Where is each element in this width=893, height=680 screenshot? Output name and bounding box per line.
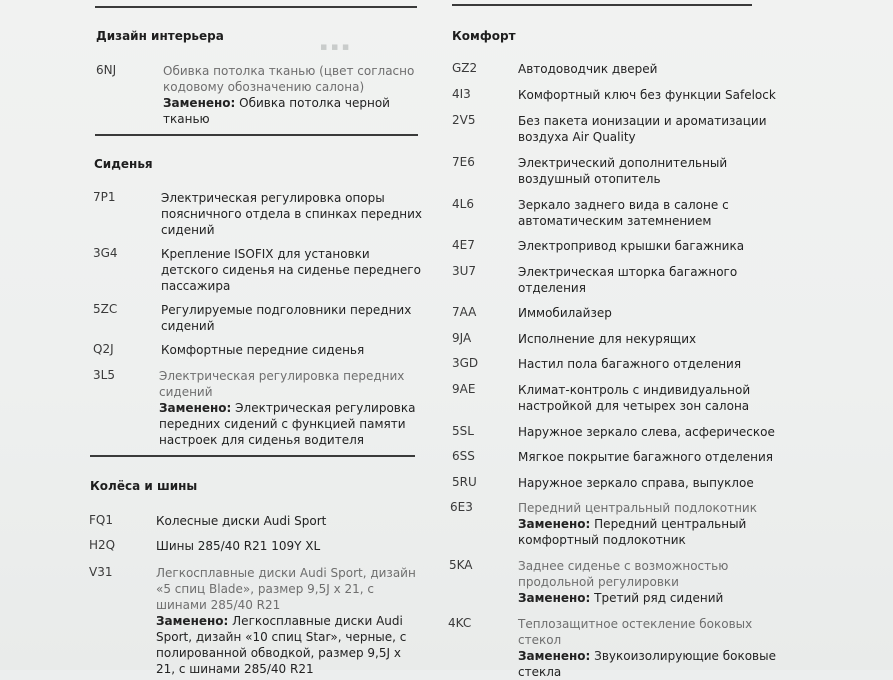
option-code: H2Q — [89, 538, 116, 552]
top-rule-left — [95, 6, 417, 8]
option-description — [518, 264, 780, 296]
option-code: GZ2 — [452, 61, 478, 75]
replacement-text — [518, 648, 780, 680]
option-text: Крепление ISOFIX для установки детского сиденья на сиденье переднего пассажира — [161, 247, 421, 293]
option-code: 6SS — [452, 449, 475, 463]
option-description — [518, 616, 780, 680]
option-description — [156, 538, 418, 554]
option-description — [159, 368, 421, 448]
option-code: 4E7 — [452, 238, 475, 252]
option-description — [518, 61, 780, 77]
option-code: 4L6 — [452, 197, 474, 211]
option-text: Настил пола багажного отделения — [518, 357, 742, 371]
option-code: 7P1 — [93, 190, 116, 204]
option-description — [518, 382, 780, 414]
option-text: Зеркало заднего вида в салоне с автоматическим затемнением — [518, 198, 729, 228]
option-code: 7E6 — [452, 155, 475, 169]
replaced-label: Заменено: — [163, 96, 236, 110]
replaced-label: Заменено: — [518, 591, 591, 605]
section-divider — [90, 455, 415, 457]
option-text: Мягкое покрытие багажного отделения — [518, 450, 773, 464]
replacement-value: Звукоизолирующие боковые стекла — [518, 649, 776, 679]
option-code: 3L5 — [93, 368, 115, 382]
replacement-text — [156, 613, 418, 677]
section-heading-comfort: Комфорт — [452, 29, 516, 43]
replacement-value: Третий ряд сидений — [590, 591, 724, 605]
option-text: Комфортные передние сиденья — [161, 343, 365, 357]
option-code: 3GD — [452, 356, 479, 370]
option-description — [518, 500, 780, 548]
option-description — [518, 449, 780, 465]
option-description — [518, 558, 780, 606]
option-text: Исполнение для некурящих — [518, 332, 697, 346]
option-text: Иммобилайзер — [518, 306, 612, 320]
option-code: 9AE — [452, 382, 476, 396]
section-divider — [95, 134, 418, 136]
option-description — [518, 155, 780, 187]
option-code: 5KA — [449, 558, 473, 572]
bleed-through-text: ▪ ▪ ▪ — [320, 40, 350, 53]
option-code: 3U7 — [452, 264, 477, 278]
option-description — [518, 356, 780, 372]
replacement-text — [518, 516, 780, 548]
option-code: 3G4 — [93, 246, 118, 260]
section-heading-interior: Дизайн интерьера — [96, 29, 224, 43]
section-heading-wheels: Колёса и шины — [90, 479, 198, 493]
option-text: Без пакета ионизации и ароматизации воздуха Air Quality — [518, 114, 767, 144]
original-option-text: Обивка потолка тканью (цвет согласно кодовому обозначению салона) — [163, 64, 415, 94]
option-description — [161, 190, 423, 238]
replacement-value: Передний центральный комфортный подлокотник — [518, 517, 747, 547]
option-code: 5SL — [452, 424, 474, 438]
option-code: 7AA — [452, 305, 477, 319]
replaced-label: Заменено: — [159, 401, 232, 415]
option-code: 5RU — [452, 475, 477, 489]
option-text: Электрическая регулировка опоры поясничного отдела в спинках передних сидений — [161, 191, 422, 237]
option-text: Электрический дополнительный воздушный отопитель — [518, 156, 728, 186]
option-text: Наружное зеркало слева, асферическое — [518, 425, 775, 439]
option-text: Наружное зеркало справа, выпуклое — [518, 476, 754, 490]
option-text: Колесные диски Audi Sport — [156, 514, 327, 528]
option-description — [156, 565, 418, 677]
original-option-text: Передний центральный подлокотник — [518, 501, 757, 515]
option-description — [518, 424, 780, 440]
option-description — [518, 331, 780, 347]
section-heading-seats: Сиденья — [94, 157, 153, 171]
option-description — [156, 513, 418, 529]
option-code: 6NJ — [96, 63, 117, 77]
replacement-text — [518, 590, 780, 606]
option-code: 5ZC — [93, 302, 118, 316]
option-description — [518, 87, 780, 103]
option-description — [161, 246, 423, 294]
option-text: Регулируемые подголовники передних сидений — [161, 303, 412, 333]
replaced-label: Заменено: — [156, 614, 229, 628]
top-rule-right — [452, 4, 752, 6]
option-text: Электропривод крышки багажника — [518, 239, 745, 253]
option-description — [518, 113, 780, 145]
original-option-text: Заднее сиденье с возможностью продольной регулировки — [518, 559, 729, 589]
option-text: Автодоводчик дверей — [518, 62, 658, 76]
option-code: 4I3 — [452, 87, 471, 101]
option-text: Шины 285/40 R21 109Y XL — [156, 539, 321, 553]
option-description — [518, 238, 780, 254]
option-code: 2V5 — [452, 113, 476, 127]
replacement-text — [159, 400, 421, 448]
option-text: Климат-контроль с индивидуальной настройкой для четырех зон салона — [518, 383, 751, 413]
original-option-text: Теплозащитное остекление боковых стекол — [518, 617, 753, 647]
replacement-value: Обивка потолка черной тканью — [163, 96, 390, 126]
option-text: Комфортный ключ без функции Safelock — [518, 88, 776, 102]
option-description — [518, 197, 780, 229]
replaced-label: Заменено: — [518, 649, 591, 663]
replacement-text — [163, 95, 418, 127]
replacement-value: Легкосплавные диски Audi Sport, дизайн «10 спиц Star», черные, с полированной обводкой, размер 9,5J x 21, с шинами 285/40 R21 — [156, 614, 407, 676]
replaced-label: Заменено: — [518, 517, 591, 531]
original-option-text: Легкосплавные диски Audi Sport, дизайн «5 спиц Blade», размер 9,5J x 21, с шинами 285/40 R21 — [156, 566, 416, 612]
option-code: Q2J — [93, 342, 114, 356]
option-code: 6E3 — [450, 500, 473, 514]
option-description — [518, 475, 780, 491]
option-description — [518, 305, 780, 321]
option-description — [161, 342, 423, 358]
option-code: 9JA — [452, 331, 472, 345]
option-code: 4KC — [448, 616, 472, 630]
option-description — [161, 302, 423, 334]
replacement-value: Электрическая регулировка передних сидений с функцией памяти настроек для сиденья водителя — [159, 401, 416, 447]
option-description — [163, 63, 418, 127]
option-code: FQ1 — [89, 513, 113, 527]
original-option-text: Электрическая регулировка передних сидений — [159, 369, 405, 399]
option-text: Электрическая шторка багажного отделения — [518, 265, 738, 295]
option-code: V31 — [89, 565, 113, 579]
